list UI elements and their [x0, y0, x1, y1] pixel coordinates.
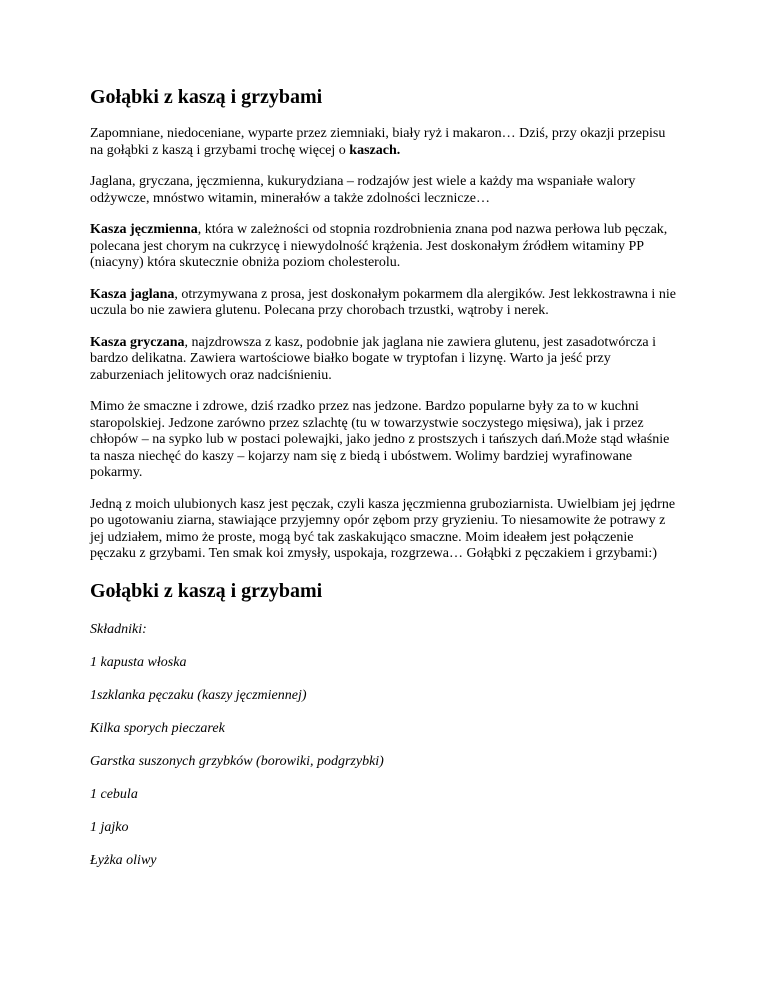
paragraph-text: , otrzymywana z prosa, jest doskonałym pokarmem dla alergików. Jest lekkostrawna i nie uczula bo nie zawiera glutenu. Polecana przy chorobach trzustki, wątroby i nerek. — [90, 286, 676, 318]
paragraph-millet — [90, 287, 680, 320]
paragraph-text: Zapomniane, niedoceniane, wyparte przez ziemniaki, biały ryż i makaron… Dziś, przy okazji przepisu na gołąbki z kaszą i grzybami trochę więcej o — [90, 126, 666, 158]
paragraph-intro — [90, 126, 680, 159]
paragraph-text: Jaglana, gryczana, jęczmienna, kukurydziana – rodzajów jest wiele a każdy ma wspaniałe walory odżywcze, mnóstwo witamin, minerałów a także zdolności lecznicze… — [90, 174, 636, 206]
paragraph-barley — [90, 222, 680, 272]
ingredients-list — [90, 622, 678, 869]
ingredient-item: 1 cebula — [90, 786, 138, 802]
bold-term: kaszach. — [349, 142, 401, 158]
recipe-title: Gołąbki z kaszą i grzybami — [90, 579, 323, 602]
bold-term: Kasza jaglana — [90, 286, 175, 302]
paragraph-text: , najzdrowsza z kasz, podobnie jak jaglana nie zawiera glutenu, jest zasadotwórcza i bardzo delikatna. Zawiera wartościowe białko bogate w tryptofan i lizynę. Warto ja jeść przy zaburzeniach jelitowych oraz nadciśnieniu. — [90, 334, 657, 383]
paragraph-buckwheat — [90, 335, 680, 385]
ingredient-item: Łyżka oliwy — [90, 852, 157, 868]
ingredient-item: Kilka sporych pieczarek — [90, 720, 225, 736]
intro-text — [90, 126, 678, 563]
ingredient-item: 1 kapusta włoska — [90, 654, 187, 670]
ingredients-label: Składniki: — [90, 621, 147, 637]
ingredient-item: Garstka suszonych grzybków (borowiki, podgrzybki) — [90, 753, 384, 769]
paragraph-history — [90, 399, 680, 482]
bold-term: Kasza gryczana — [90, 334, 185, 350]
ingredient-item: 1 jajko — [90, 819, 129, 835]
page-title: Gołąbki z kaszą i grzybami — [90, 86, 323, 108]
bold-term: Kasza jęczmienna — [90, 222, 198, 237]
paragraph-text: Mimo że smaczne i zdrowe, dziś rzadko przez nas jedzone. Bardzo popularne były za to w kuchni staropolskiej. Jedzone zarówno przez szlachtę (tu w towarzystwie soczystego mięsiwa), jak i przez chłopów – na sypko lub w postaci polewajki, jako jedno z prostszych i tańszych dań.Może stąd właśnie ta nasza niechęć do kaszy – kojarzy nam się z biedą i ubóstwem. Wolimy bardziej wyrafinowane pokarmy. — [90, 399, 670, 480]
paragraph-text: Jedną z moich ulubionych kasz jest pęczak, czyli kasza jęczmienna gruboziarnista. Uwielbiam jej jędrne po ugotowaniu ziarna, stawiające przyjemny opór zębom przy gryzieniu. To niesamowite że potrawy z jej udziałem, mimo że proste, mogą być tak zaskakująco smaczne. Moim ideałem jest połączenie pęczaku z grzybami. Ten smak koi zmysły, uspokaja, rozgrzewa… Gołąbki z pęczakiem i grzybami:) — [90, 496, 676, 561]
paragraph-favorite — [90, 497, 680, 563]
paragraph-text: , która w zależności od stopnia rozdrobnienia znana pod nazwa perłowa lub pęczak, polecana jest chorym na cukrzycę i niewydolność krążenia. Jest doskonałym źródłem witaminy PP (niacyny) która skutecznie obniża poziom cholesterolu. — [90, 222, 668, 270]
paragraph-types — [90, 174, 680, 207]
ingredient-item: 1szklanka pęczaku (kaszy jęczmiennej) — [90, 687, 307, 703]
